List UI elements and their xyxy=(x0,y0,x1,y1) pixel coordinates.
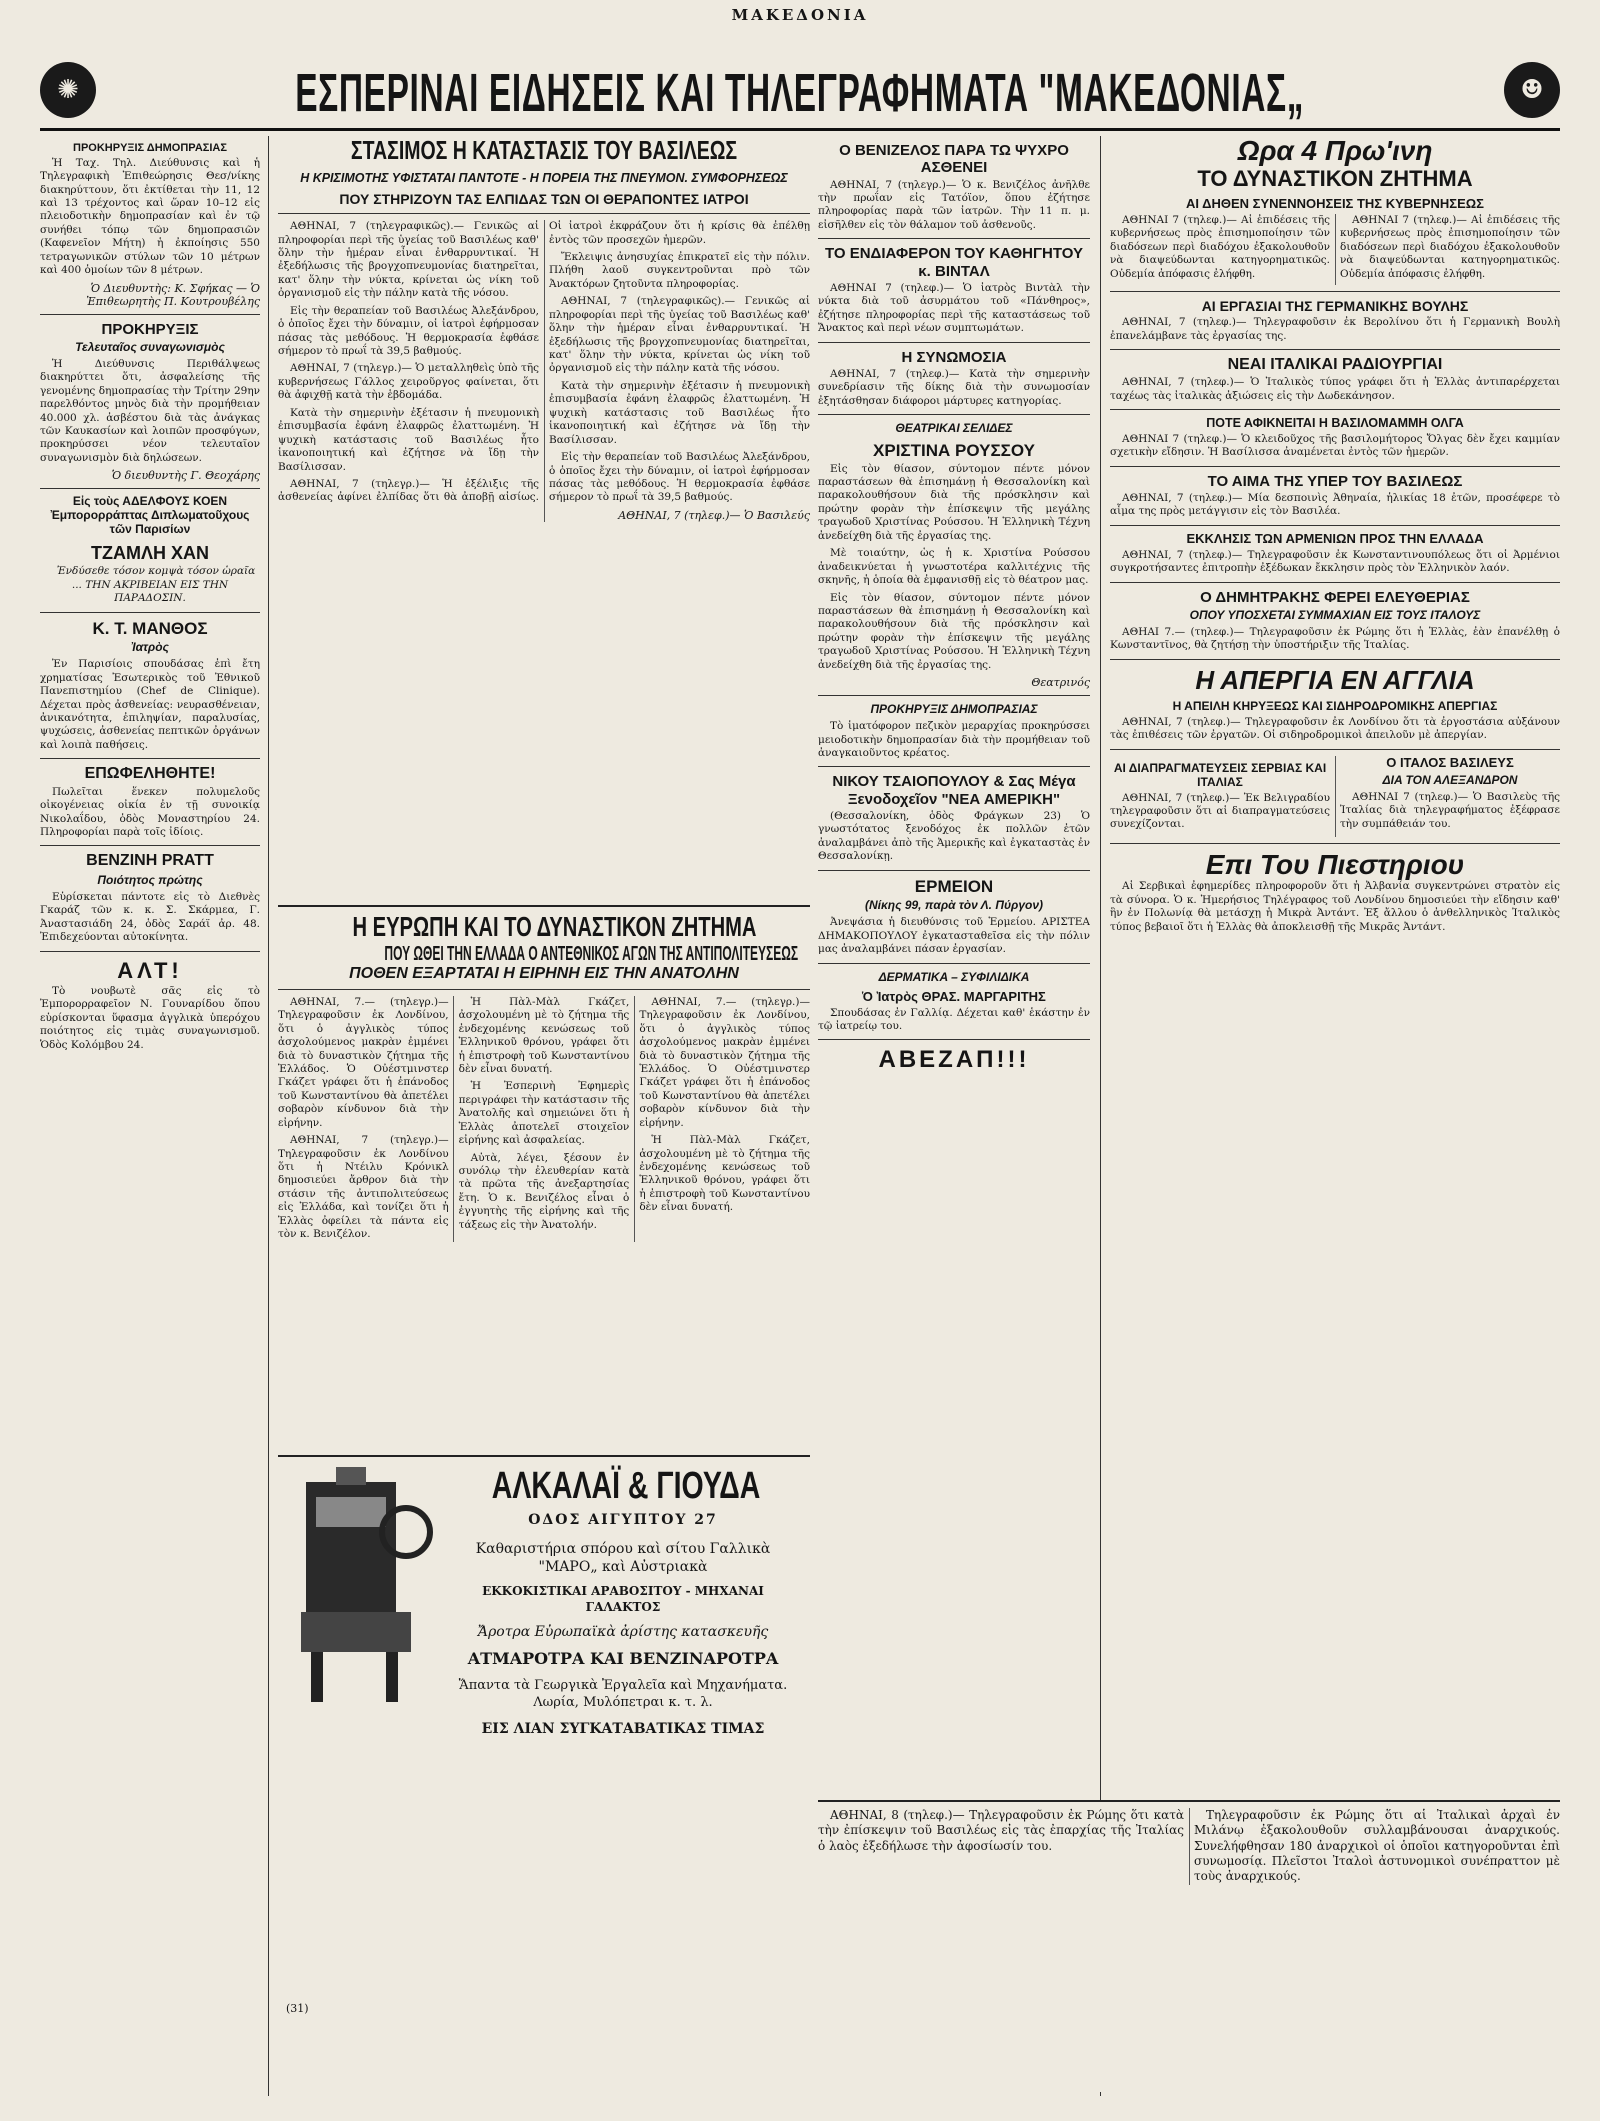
europe-headline: Η ΕΥΡΩΠΗ ΚΑΙ ΤΟ ΔΥΝΑΣΤΙΚΟΝ ΖΗΤΗΜΑ xyxy=(352,912,757,942)
bottom-telegram-2: Τηλεγραφοῦσιν ἐκ Ρώμης ὅτι αἱ Ἰταλικαὶ ἀρχαὶ ἐν Μιλάνῳ ἐξακολουθοῦν συλλαμβάνουσαι ἀναρχικούς. Συνελήφθησαν 180 ἀναρχικοὶ οἱ ὁποῖοι κατηγοροῦνται ἐπὶ συνωμοσίᾳ. Πλεῖστοι Ἰταλοὶ ἀστυνομικοὶ συνέπραττον μὲ τοὺς ἀναρχικούς. xyxy=(1194,1808,1560,1884)
europe-subhead-2: ΠΟΘΕΝ ΕΞΑΡΤΑΤΑΙ Η ΕΙΡΗΝΗ ΕΙΣ ΤΗΝ ΑΝΑΤΟΛΗΝ xyxy=(349,964,739,982)
column-1 xyxy=(40,136,260,2096)
ad-rule xyxy=(278,1455,810,1457)
emblem-right-icon: ☻ xyxy=(1504,62,1560,118)
koen-ad-heading: Εἰς τοὺς ΑΔΕΛΦΟΥΣ ΚΟΕΝ Ἐμπορορράπτας Διπλωματοῦχους τῶν Παρισίων xyxy=(50,494,250,536)
doctor-ad-title: Κ. Τ. ΜΑΝΘΟΣ xyxy=(92,618,208,638)
abezap-ad: ΑΒΕΖΑΠ!!! xyxy=(878,1046,1030,1074)
theatre-signature: Θεατρινός xyxy=(1031,676,1090,690)
king-health-article xyxy=(278,136,810,906)
europe-p6: ΑΘΗΝΑΙ, 7.— (τηλεγρ.)— Τηλεγραφοῦσιν ἐκ Λονδίνου, ὅτι ὁ ἀγγλικὸς τύπος ἀσχολούμενος μακρὰν ἐμμένει διὰ τὸ δυναστικὸν ζήτημα τῆς Ἑλλάδος. Ὁ Οὐέστμινστερ Γκάζετ γράφει ὅτι ἡ ἐπάνοδος τοῦ Κωνσταντίνου θὰ ἀπετέλει σοβαρὸν κίνδυνον διὰ τὴν εἰρήνην. xyxy=(639,995,810,1129)
benzine-ad-title: ΒΕΝΖΙΝΗ PRATT xyxy=(86,852,214,870)
venizelos-text: ΑΘΗΝΑΙ, 7 (τηλεγρ.)— Ὁ κ. Βενιζέλος ἀνῆλθε τὴν πρωΐαν εἰς Τατόϊον, ὅπου ἐζήτησε πληροφορίας παρὰ τῶν ἰατρῶν. Τὴν 11 π. μ. εἰσῆλθεν εἰς τὸν θάλαμον τοῦ ἀσθενοῦς. xyxy=(818,178,1090,231)
banner xyxy=(40,58,1560,131)
serbia-heading: ΑΙ ΔΙΑΠΡΑΓΜΑΤΕΥΣΕΙΣ ΣΕΡΒΙΑΣ ΚΑΙ ΙΤΑΛΙΑΣ xyxy=(1113,760,1327,789)
ermeion-text: Ἀνεψάσια ἡ διευθύνσις τοῦ Ἑρμείου. ΑΡΙΣΤΕΑ ΔΗΜΑΚΟΠΟΥΛΟΥ ἐγκατασταθεῖσα εἰς τὴν πόλιν μας ἀναλαμβάνει πάσαν ἐργασίαν. xyxy=(818,916,1090,956)
theatre-title: ΧΡΙΣΤΙΝΑ ΡΟΥΣΣΟΥ xyxy=(873,441,1035,461)
dimitrakis-subhead: ΟΠΟΥ ΥΠΟΣΧΕΤΑΙ ΣΥΜΜΑΧΙΑΝ ΕΙΣ ΤΟΥΣ ΙΤΑΛΟΥΣ xyxy=(1189,607,1481,622)
italian-king-heading: Ο ΙΤΑΛΟΣ ΒΑΣΙΛΕΥΣ xyxy=(1386,754,1514,770)
hotel-ad-title: ΝΙΚΟΥ ΤΣΑΙΟΠΟΥΛΟΥ & Σας Μέγα Ξενοδοχεῖον "ΝΕΑ ΑΜΕΡΙΚΗ" xyxy=(832,773,1076,808)
tender-signature: Ὁ Διευθυντὴς: Κ. Σφήκας — Ὁ Ἐπιθεωρητὴς Π. Κουτρουβέλης xyxy=(86,281,260,308)
dimitrakis-text: ΑΘΗΑΙ 7.— (τηλεφ.)— Τηλεγραφοῦσιν ἐκ Ρώμης ὅτι ἡ Ἑλλὰς, ἐὰν ἐπανέλθῃ ὁ Κωνσταντῖνος, θὰ ζητήσῃ τὴν ὑποστήριξιν τῆς Ἰταλίας. xyxy=(1110,625,1560,652)
notice-subheading: Τελευταῖος συναγωνισμὸς xyxy=(75,339,225,354)
europe-p7: Ἡ Πὰλ-Μὰλ Γκάζετ, ἀσχολουμένη μὲ τὸ ζήτημα τῆς ἐνδεχομένης κενώσεως τοῦ Ἑλληνικοῦ θρόνου, γράφει ὅτι ἡ ἐπιστροφὴ τοῦ Κωνσταντίνου δὲν εἶναι δυνατή. xyxy=(639,1134,810,1214)
alkalai-ad xyxy=(278,1462,810,2062)
german-parliament-heading: ΑΙ ΕΡΓΑΣΙΑΙ ΤΗΣ ΓΕΡΜΑΝΙΚΗΣ ΒΟΥΛΗΣ xyxy=(1201,298,1469,315)
vidal-heading: ΤΟ ΕΝΔΙΑΦΕΡΟΝ ΤΟΥ ΚΑΘΗΓΗΤΟΥ κ. ΒΙΝΤΑΛ xyxy=(824,245,1083,280)
europe-p3: Ἡ Πὰλ-Μὰλ Γκάζετ, ἀσχολουμένη μὲ τὸ ζήτημα τῆς ἐνδεχομένης κενώσεως τοῦ Ἑλληνικοῦ θρόνου, γράφει ὅτι ἡ ἐπιστροφὴ τοῦ Κωνσταντίνου δὲν εἶναι δυνατή. xyxy=(458,995,630,1075)
bottom-telegrams xyxy=(818,1800,1560,2092)
doctor-ad-text: Ἐν Παρισίοις σπουδάσας ἐπὶ ἔτη χρηματίσας Ἐσωτερικὸς τοῦ Ἐθνικοῦ Πανεπιστημίου (Chef de Clinique). Δέχεται πρὸς ἀσθενείας: νευρασθένειαν, ἀνικανότητα, ἐπιληψίαν, παραλυσίας, ψυχώσεις, ἀσθενείας πεπτικῶν ὀργάνων καὶ λοιπὰ παθήσεις. xyxy=(40,658,260,751)
notice-signature: Ὁ διευθυντὴς Γ. Θεοχάρης xyxy=(111,469,260,483)
alt-ad-text: Τὸ νουβωτὲ σᾶς εἰς τὸ Ἐμπορορραφεῖον Ν. Γουναρίδου ὅπου εὑρίσκονται ὕφασμα ἀγγλικὰ ὑπερόχου ποιότητος εἰς τιμὰς συναγωνισμοῦ. Ὁδὸς Κολόμβου 24. xyxy=(40,984,260,1051)
armenians-heading: ΕΚΚΛΗΣΙΣ ΤΩΝ ΑΡΜΕΝΙΩΝ ΠΡΟΣ ΤΗΝ ΕΛΛΑΔΑ xyxy=(1186,530,1484,546)
conspiracy-text: ΑΘΗΝΑΙ, 7 (τηλεφ.)— Κατὰ τὴν σημερινὴν συνεδρίασιν τῆς δίκης διὰ τὴν συνωμοσίαν ἐξητάσθησαν διάφοροι μάρτυρες κατηγορίας. xyxy=(818,367,1090,407)
italian-king-text: ΑΘΗΝΑΙ 7 (τηλεφ.)— Ὁ Βασιλεὺς τῆς Ἰταλίας διὰ τηλεγραφήματος ἐξέφρασε τὴν συμπάθειάν του. xyxy=(1340,790,1560,830)
king-health-p3: ΑΘΗΝΑΙ, 7 (τηλεγρ.)— Ὁ μεταλληθεὶς ὑπὸ τῆς κυβερνήσεως Γάλλος χειροῦργος φαίνεται, ὅτι θὰ ἀφιχθῇ κατὰ τὴν ἑβδομάδα. xyxy=(278,362,539,402)
alt-ad-title: ΑΛΤ! xyxy=(117,957,183,983)
dynastic-p2: ΑΘΗΝΑΙ 7 (τηλεφ.)— Αἱ ἐπιδέσεις τῆς κυβερνήσεως πρὸς ἐπισημοποίησιν τῶν διαδόσεων περὶ διαδόχου ἐξακολουθοῦν νὰ διαψεύδωνται κατηγορηματικῶς. Οὐδεμία ἀπόφασις ἐλήφθη. xyxy=(1340,213,1560,280)
notice-heading: ΠΡΟΚΗΡΥΞΙΣ xyxy=(101,320,199,338)
italian-intrigues-text: ΑΘΗΝΑΙ, 7 (τηλεφ.)— Ὁ Ἰταλικὸς τύπος γράφει ὅτι ἡ Ἑλλὰς ἀντιπαρέρχεται ταχέως τὰς ἰταλικὰς ἀξιώσεις εἰς τὴν Δωδεκάνησον. xyxy=(1110,376,1560,402)
venizelos-heading: Ο ΒΕΝΙΖΕΛΟΣ ΠΑΡΑ ΤΩ ΨΥΧΡΟ ΑΣΘΕΝΕΙ xyxy=(839,142,1069,177)
tender-text: Ἡ Ταχ. Τηλ. Διεύθυνσις καὶ ἡ Τηλεγραφικὴ Ἐπιθεώρησις Θεσ/νίκης διακηρύττουν, ὅτι ἐκτίθεται τὴν 11, 12 καὶ 13 τρέχοντος καὶ ὥραν 10–12 εἰς πλειοδοτικὴν δημοπρασίαν καὶ ἐν τῷ συνήθει τόπῳ τῶν δημοπρασιῶν (Καφενεῖον Μήτη) ἡ ἐκποίησις 550 τετραγωνικῶν στύλων τῶν 10 μέτρων καὶ 400 ὁμοίων τῶν 8 μέτρων. xyxy=(40,156,260,277)
tender-heading: ΠΡΟΚΗΡΥΞΙΣ ΔΗΜΟΠΡΑΣΙΑΣ xyxy=(73,142,227,154)
theatre-text: Εἰς τὸν θίασον, σύντομον πέντε μόνον παραστάσεων θὰ ἐπισημάνῃ ἡ Θεσσαλονίκη καὶ παρακολουθήσουν διὰ τῆς πρόσκλησιν καὶ πρώτην φορὰν τὴν ἐπίσκεψιν τῆς μεγάλης τραγωδοῦ Χριστίνας Ρούσσου. Ἡ Ἑλληνικὴ Τέχνη ἀνεδείχθη διὰ τῆς ἐργασίας της. xyxy=(818,462,1090,542)
koen-ad-title: ΤΖΑΜΛΗ ΧΑΝ xyxy=(91,542,209,563)
notice-text: Ἡ Διεύθυνσις Περιθάλψεως διακηρύττει ὅτι, ἀσφαλείσης τῆς γενομένης δημοπρασίας τὴν Τρίτην 29ην παρελθόντος μηνὸς διὰ τὴν προμήθειαν 40.000 χλ. ἀσβέστου διὰ τὰς ἀνάγκας τῶν Καυκασίων καὶ λοιπῶν προσφύγων, προκηρύσσει νέον τελευταῖον συναγωνισμὸν διὰ δηλώσεων. xyxy=(40,357,260,464)
banner-title: ΕΣΠΕΡΙΝΑΙ ΕΙΔΗΣΕΙΣ ΚΑΙ ΤΗΛΕΓΡΑΦΗΜΑΤΑ "ΜΑΚΕΔΟΝΙΑΣ„ xyxy=(295,63,1305,123)
king-health-subhead-2: ΠΟΥ ΣΤΗΡΙΖΟΥΝ ΤΑΣ ΕΛΠΙΔΑΣ ΤΩΝ ΟΙ ΘΕΡΑΠΟΝΤΕΣ ΙΑΤΡΟΙ xyxy=(339,190,749,207)
theatre-text-3: Εἰς τὸν θίασον, σύντομον πέντε μόνον παραστάσεων θὰ ἐπισημάνῃ ἡ Θεσσαλονίκη καὶ παρακολουθήσουν διὰ τῆς πρόσκλησιν καὶ πρώτην φορὰν τὴν ἐπίσκεψιν τῆς μεγάλης τραγωδοῦ Χριστίνας Ρούσσου. Ἡ Ἑλληνικὴ Τέχνη ἀνεδείχθη διὰ τῆς ἐργασίας της. xyxy=(818,591,1090,671)
ermeion-address: (Νίκης 99, παρὰ τὸν Λ. Πύργον) xyxy=(865,898,1043,913)
olga-heading: ΠΟΤΕ ΑΦΙΚΝΕΙΤΑΙ Η ΒΑΣΙΛΟΜΑΜΜΗ ΟΛΓΑ xyxy=(1206,416,1464,431)
derm-text: Σπουδάσας ἐν Γαλλίᾳ. Δέχεται καθ' ἑκάστην ἐν τῷ ἰατρείῳ του. xyxy=(818,1006,1090,1032)
emblem-left-icon: ✺ xyxy=(40,62,96,118)
derm-label: ΔΕΡΜΑΤΙΚΑ – ΣΥΦΙΛΙΔΙΚΑ xyxy=(878,969,1030,984)
king-health-p6: Ἔκλειψις ἀνησυχίας ἐπικρατεῖ εἰς τὴν πόλιν. Πλήθη λαοῦ συγκεντροῦνται πρὸ τῶν Ἀνακτόρων ζητοῦντα πληροφορίας. xyxy=(549,250,810,290)
dynastic-subhead: ΑΙ ΔΗΘΕΝ ΣΥΝΕΝΝΟΗΣΕΙΣ ΤΗΣ ΚΥΒΕΡΝΗΣΕΩΣ xyxy=(1186,195,1484,211)
strike-text: ΑΘΗΝΑΙ, 7 (τηλεφ.)— Τηλεγραφοῦσιν ἐκ Λονδίνου ὅτι τὰ ἐργοστάσια αὐξάνουν τὰς ἐπιθέσεις τῶν ἐργατῶν. Οἱ σιδηροδρομικοὶ ἀπειλοῦν μὲ ἀπεργίαν. xyxy=(1110,716,1560,742)
blood-text: ΑΘΗΝΑΙ, 7 (τηλεφ.)— Μία δεσποινὶς Ἀθηναία, ἡλικίας 18 ἐτῶν, προσέφερε τὸ αἷμα της πρὸς μετάγγισιν εἰς τὸν Βασιλέα. xyxy=(1110,491,1560,518)
armenians-text: ΑΘΗΝΑΙ, 7 (τηλεφ.)— Τηλεγραφοῦσιν ἐκ Κωνσταντινουπόλεως ὅτι οἱ Ἀρμένιοι συγκροτήσαντες ἐπιτροπὴν ἐξέδωκαν ἔκκλησιν πρὸς τὸν Ἑλληνικὸν λαόν. xyxy=(1110,548,1560,575)
theatre-text-2: Μὲ τοιαύτην, ὡς ἡ κ. Χριστίνα Ρούσσου ἀναδεικνύεται ἡ γνωστοτέρα καλλιτέχνις τῆς σκηνῆς, ἡ ὁποία θὰ ἐμφανισθῇ εἰς τὸ θέατρον μας. xyxy=(818,547,1090,587)
bottom-telegram-1: ΑΘΗΝΑΙ, 8 (τηλεφ.)— Τηλεγραφοῦσιν ἐκ Ρώμης ὅτι κατὰ τὴν ἐπίσκεψιν τοῦ Βασιλέως εἰς τὰς ἐπαρχίας τῆς Ἰταλίας ὁ λαὸς ἐξεδήλωσε τὴν ἀφοσίωσίν του. xyxy=(818,1808,1184,1853)
ermeion-title: ΕΡΜΕΙΟΝ xyxy=(914,876,994,896)
blood-heading: ΤΟ ΑΙΜΑ ΤΗΣ ΥΠΕΡ ΤΟΥ ΒΑΣΙΛΕΩΣ xyxy=(1207,472,1463,490)
king-health-p2: Εἰς τὴν θεραπείαν τοῦ Βασιλέως Ἀλεξάνδρου, ὁ ὁποῖος ἔχει τὴν δύναμιν, οἱ ἰατροὶ ἐφήρμοσαν πάσας τὰς μεθόδους. Ἡ θερμοκρασία ἐφθάσε σήμερον τὸ πρωΐ τὰ 39,5 βαθμούς. xyxy=(278,304,539,357)
theatre-section-label: ΘΕΑΤΡΙΚΑΙ ΣΕΛΙΔΕΣ xyxy=(895,421,1013,436)
vidal-text: ΑΘΗΝΑΙ 7 (τηλεφ.)— Ὁ ἰατρὸς Βιντὰλ τὴν νύκτα διὰ τοῦ ἀσυρμάτου τοῦ «Πάνθηρος», ἐζήτησε πληροφορίας περὶ τῆς καταστάσεως τοῦ Ἄνακτος καὶ περὶ νέων συμπτωμάτων. xyxy=(818,281,1090,335)
sale-ad-title: ΕΠΩΦΕΛΗΘΗΤΕ! xyxy=(84,765,216,783)
europe-p5: Αὐτὰ, λέγει, ξέσουν ἐν συνόλῳ τὴν ἐλευθερίαν κατὰ τὰ πρῶτα τῆς ἀνεξαρτησίας ἔτη. Ὁ κ. Βενιζέλος εἶναι ὁ ἐγγυητὴς τῆς εἰρήνης καὶ τῆς τάξεως εἰς τὴν Ἀνατολήν. xyxy=(458,1151,630,1231)
sale-ad-text: Πωλεῖται ἕνεκεν πολυμελοῦς οἰκογένειας οἰκία ἐν τῇ συνοικίᾳ Νικολαΐδου, ὁδὸς Μοναστηρίου 24. Πληροφορίαι παρὰ τοῖς ἰδίοις. xyxy=(40,785,260,839)
koen-ad-text: Ἐνδύσεθε τόσον κομψὰ τόσον ὡραῖα ... ΤΗΝ ΑΚΡΙΒΕΙΑΝ ΕΙΣ ΤΗΝ ΠΑΡΑΔΟΣΙΝ. xyxy=(56,565,256,605)
king-health-p1: ΑΘΗΝΑΙ, 7 (τηλεγραφικῶς).— Γενικῶς αἱ πληροφορίαι περὶ τῆς ὑγείας τοῦ Βασιλέως καθ' ὅλην τὴν ἡμέραν εἶναι ἐνθαρρυντικαί. Ἡ ἐξεδήλωσις τῆς βρογχοπνευμονίας διατηρεῖται, κατ' ὅλην τὴν νύκτα, κρίνεται ὡς νίκη τοῦ ὀργανισμοῦ εἰς τὴν πάλην κατὰ τῆς νόσου. xyxy=(278,220,539,300)
ad-line-5: Ἅπαντα τὰ Γεωργικὰ Ἐργαλεῖα καὶ Μηχανήματα. Λωρία, Μυλόπετραι κ. τ. λ. xyxy=(458,1678,788,1711)
strike-headline: Η ΑΠΕΡΓΙΑ ΕΝ ΑΓΓΛΙΑ xyxy=(1195,664,1475,695)
benzine-ad-subtitle: Ποιότητος πρώτης xyxy=(97,872,203,887)
press-text: Αἱ Σερβικαὶ ἐφημερίδες πληροφοροῦν ὅτι ἡ Ἀλβανία συγκεντρώνει στρατὸν εἰς τὰ σύνορα. Ὁ κ. Ἡμερήσιος Τηλέγραφος τοῦ Λονδίνου δημοσιεύει τὴν εἴδησιν καθ' ἣν ἐν Πολωνίᾳ θὰ μετάσχῃ ἡ Μικρὰ Ἀντάντ. Ἐξ ἄλλου ὁ ἀνθελληνικὸς Ἰταλικὸς τύπος βεβαιοῖ ὅτι ἡ Ἑλλὰς θὰ ἀποκλεισθῇ τῆς Μικρᾶς Ἀντάντ. xyxy=(1110,880,1560,933)
ad-line-6: ΕΙΣ ΛΙΑΝ ΣΥΓΚΑΤΑΒΑΤΙΚΑΣ ΤΙΜΑΣ xyxy=(481,1720,765,1737)
strike-subhead: Η ΑΠΕΙΛΗ ΚΗΡΥΞΕΩΣ ΚΑΙ ΣΙΔΗΡΟΔΡΟΜΙΚΗΣ ΑΠΕΡΓΙΑΣ xyxy=(1172,699,1498,714)
king-health-sign: ΑΘΗΝΑΙ, 7 (τηλεφ.)— Ὁ Βασιλεύς xyxy=(618,508,810,522)
europe-p1: ΑΘΗΝΑΙ, 7.— (τηλεγρ.)— Τηλεγραφοῦσιν ἐκ Λονδίνου, ὅτι ὁ ἀγγλικὸς τύπος ἀσχολούμενος μακρὰν ἐμμένει διὰ τὸ δυναστικὸν ζήτημα τῆς Ἑλλάδος. Ὁ Οὐέστμινστερ Γκάζετ γράφει ὅτι ἡ ἐπάνοδος τοῦ Κωνσταντίνου θὰ ἀπετέλει σοβαρὸν κίνδυνον διὰ τὴν εἰρήνην. xyxy=(278,995,449,1129)
column-rule xyxy=(268,136,269,2096)
king-health-headline: ΣΤΑΣΙΜΟΣ Η ΚΑΤΑΣΤΑΣΙΣ ΤΟΥ ΒΑΣΙΛΕΩΣ xyxy=(350,136,738,165)
tender-2-heading: ΠΡΟΚΗΡΥΞΙΣ ΔΗΜΟΠΡΑΣΙΑΣ xyxy=(870,702,1038,717)
section-rule xyxy=(278,905,810,907)
doctor-ad-subtitle: Ἰατρὸς xyxy=(131,640,169,655)
king-health-p9: Εἰς τὴν θεραπείαν τοῦ Βασιλέως Ἀλεξάνδρου, ὁ ὁποῖος ἔχει τὴν δύναμιν, οἱ ἰατροὶ ἐφήρμοσαν πάσας τὰς μεθόδους. Ἡ θερμοκρασία ἐφθάσε σήμερον τὸ πρωΐ τὰ 39,5 βαθμούς. xyxy=(549,451,810,504)
serbia-text: ΑΘΗΝΑΙ, 7 (τηλεφ.)— Ἐκ Βελιγραδίου τηλεγραφοῦσιν ὅτι αἱ διαπραγματεύσεις συνεχίζονται. xyxy=(1110,791,1330,831)
masthead: ΜΑΚΕΔΟΝΙΑ xyxy=(731,6,869,24)
thresher-machine-icon xyxy=(286,1462,436,1712)
king-health-p8: Κατὰ τὴν σημερινὴν ἐξέτασιν ἡ πνευμονικὴ ἐπισυμβασία ἐφάνη ἐλαφρῶς ἐλαττωμένη. Ἡ ψυχικὴ κατάστασις τοῦ Βασιλέως ἦτο ἱκανοποιητική καὶ ἐζήτησε νὰ ἴδῃ τὴν Βασίλισσαν. xyxy=(549,379,810,446)
europe-p4: Ἡ Ἐσπερινὴ Ἐφημερὶς περιγράφει τὴν κατάστασιν τῆς Ἀνατολῆς καὶ σημειώνει ὅτι ἡ Ἑλλὰς ἀποτελεῖ στοιχεῖον εἰρήνης καὶ ἀσφαλείας. xyxy=(458,1080,630,1147)
hotel-ad-text: (Θεσσαλονίκη, ὁδὸς Φράγκων 23) Ὁ γνωστότατος ξενοδόχος ἐκ πολλῶν ἐτῶν ἀναλαμβάνει ἀπὸ τῆς Ἀμερικῆς καὶ ἐγκαταστὰς ἐν Θεσσαλονίκῃ. xyxy=(818,809,1090,863)
italian-intrigues-heading: ΝΕΑΙ ΙΤΑΛΙΚΑΙ ΡΑΔΙΟΥΡΓΙΑΙ xyxy=(1227,356,1443,374)
olga-text: ΑΘΗΝΑΙ 7 (τηλεφ.)— Ὁ κλειδοῦχος τῆς βασιλομήτορος Ὄλγας δὲν ἔχει καμμίαν σχετικὴν εἴδησιν. Ἡ Βασίλισσα ἀναμένεται ἐντὸς τῶν ἡμερῶν. xyxy=(1110,432,1560,459)
ad-title: ΑΛΚΑΛΑΪ & ΓΙΟΥΔΑ xyxy=(491,1465,761,1507)
ad-address: ΟΔΟΣ ΑΙΓΥΠΤΟΥ 27 xyxy=(528,1512,718,1529)
derm-doctor: Ὁ Ἰατρὸς ΘΡΑΣ. ΜΑΡΓΑΡΙΤΗΣ xyxy=(862,988,1046,1004)
ad-line-3: Ἄροτρα Εὐρωπαϊκὰ ἀρίστης κατασκευῆς xyxy=(477,1624,769,1641)
dynastic-p1: ΑΘΗΝΑΙ 7 (τηλεφ.)— Αἱ ἐπιδέσεις τῆς κυβερνήσεως πρὸς ἐπισημοποίησιν τῶν διαδόσεων περὶ διαδόχου ἐξακολουθοῦν νὰ διαψεύδωνται κατηγορηματικῶς. Οὐδεμία ἀπόφασις ἐλήφθη. xyxy=(1110,213,1330,280)
europe-subhead: ΠΟΥ ΩΘΕΙ ΤΗΝ ΕΛΛΑΔΑ Ο ΑΝΤΕΘΝΙΚΟΣ ΑΓΩΝ ΤΗΣ ΑΝΤΙΠΟΛΙΤΕΥΣΕΩΣ xyxy=(384,942,799,965)
europe-p2: ΑΘΗΝΑΙ, 7 (τηλεγρ.)— Τηλεγραφοῦσιν ἐκ Λονδίνου ὅτι ἡ Ντέιλυ Κρόνικλ δημοσιεύει ἄρθρον διὰ τὴν στάσιν τῆς ἀντιπολιτεύσεως εἰς Ἑλλάδα, καὶ τονίζει ὅτι ἡ Ἑλλὰς ὀφείλει τὰ πάντα εἰς τὸν κ. Βενιζέλον. xyxy=(278,1134,449,1241)
time-heading: Ωρα 4 Πρω'ινη xyxy=(1237,136,1433,166)
tender-2-text: Τὸ ἱματόφορον πεζικὸν μεραρχίας προκηρύσσει μειοδοτικὴν δημοπρασίαν διὰ τὴν προμήθειαν τοῦ ἀναγκαιοῦντος κρέατος. xyxy=(818,720,1090,760)
italian-king-subhead: ΔΙΑ ΤΟΝ ΑΛΕΞΑΝΔΡΟΝ xyxy=(1382,772,1518,787)
dynastic-headline: ΤΟ ΔΥΝΑΣΤΙΚΟΝ ΖΗΤΗΜΑ xyxy=(1197,165,1473,191)
ad-line-2: ΕΚΚΟΚΙΣΤΙΚΑΙ ΑΡΑΒΟΣΙΤΟΥ - ΜΗΧΑΝΑΙ ΓΑΛΑΚΤΟΣ xyxy=(482,1583,764,1614)
benzine-ad-text: Εὑρίσκεται πάντοτε εἰς τὸ Διεθνὲς Γκαράζ τῶν κ. κ. Σ. Σκάρμεα, Γ. Ἀναστασιάδη 24, ὁδὸς Σαράϊ ἀρ. 48. Ἐπιδεχεύονται αὐτοκίνητα. xyxy=(40,890,260,944)
ad-number: (31) xyxy=(286,2002,309,2015)
dimitrakis-heading: Ο ΔΗΜΗΤΡΑΚΗΣ ΦΕΡΕΙ ΕΛΕΥΘΕΡΙΑΣ xyxy=(1200,588,1470,606)
europe-article xyxy=(278,912,810,1452)
german-parliament-text: ΑΘΗΝΑΙ, 7 (τηλεφ.)— Τηλεγραφοῦσιν ἐκ Βερολίνου ὅτι ἡ Γερμανικὴ Βουλὴ ἐπανελάμβανε τὰς ἐργασίας της. xyxy=(1110,316,1560,342)
press-headline: Επι Του Πιεστηριου xyxy=(1205,848,1465,880)
king-health-p7: ΑΘΗΝΑΙ, 7 (τηλεγραφικῶς).— Γενικῶς αἱ πληροφορίαι περὶ τῆς ὑγείας τοῦ Βασιλέως καθ' ὅλην τὴν ἡμέραν εἶναι ἐνθαρρυντικαί. Ἡ ἐξεδήλωσις τῆς βρογχοπνευμονίας διατηρεῖται, κατ' ὅλην τὴν νύκτα, κρίνεται ὡς νίκη τοῦ ὀργανισμοῦ εἰς τὴν πάλην κατὰ τῆς νόσου. xyxy=(549,295,810,375)
king-health-subhead: Η ΚΡΙΣΙΜΟΤΗΣ ΥΦΙΣΤΑΤΑΙ ΠΑΝΤΟΤΕ - Η ΠΟΡΕΙΑ ΤΗΣ ΠΝΕΥΜΟΝ. ΣΥΜΦΟΡΗΣΕΩΣ xyxy=(300,170,788,185)
ad-line-4: ΑΤΜΑΡΟΤΡΑ ΚΑΙ ΒΕΝΖΙΝΑΡΟΤΡΑ xyxy=(467,1649,779,1669)
conspiracy-heading: Η ΣΥΝΩΜΟΣΙΑ xyxy=(901,348,1007,366)
ad-line-1: Καθαριστήρια σπόρου καὶ σίτου Γαλλικὰ "ΜΑΡΟ„ καὶ Αὐστριακὰ xyxy=(475,1540,771,1575)
king-health-p4: Κατὰ τὴν σημερινὴν ἐξέτασιν ἡ πνευμονικὴ ἐπισυμβασία ἐφάνη ἐλαφρῶς ἐλαττωμένη. Ἡ ψυχικὴ κατάστασις τοῦ Βασιλέως ἦτο ἱκανοποιητική καὶ ἐζήτησε νὰ ἴδῃ τὴν Βασίλισσαν. xyxy=(278,406,539,473)
king-health-p5: ΑΘΗΝΑΙ, 7 (τηλεγρ.)— Ἡ ἐξέλιξις τῆς ἀσθενείας ἀφίνει ἐλπίδας ὅτι θὰ ἀποβῇ αἰσίως. Οἱ ἰατροὶ ἐκφράζουν ὅτι ἡ κρίσις θὰ ἐπέλθῃ ἐντὸς τῶν προσεχῶν ἡμερῶν. xyxy=(278,220,810,504)
